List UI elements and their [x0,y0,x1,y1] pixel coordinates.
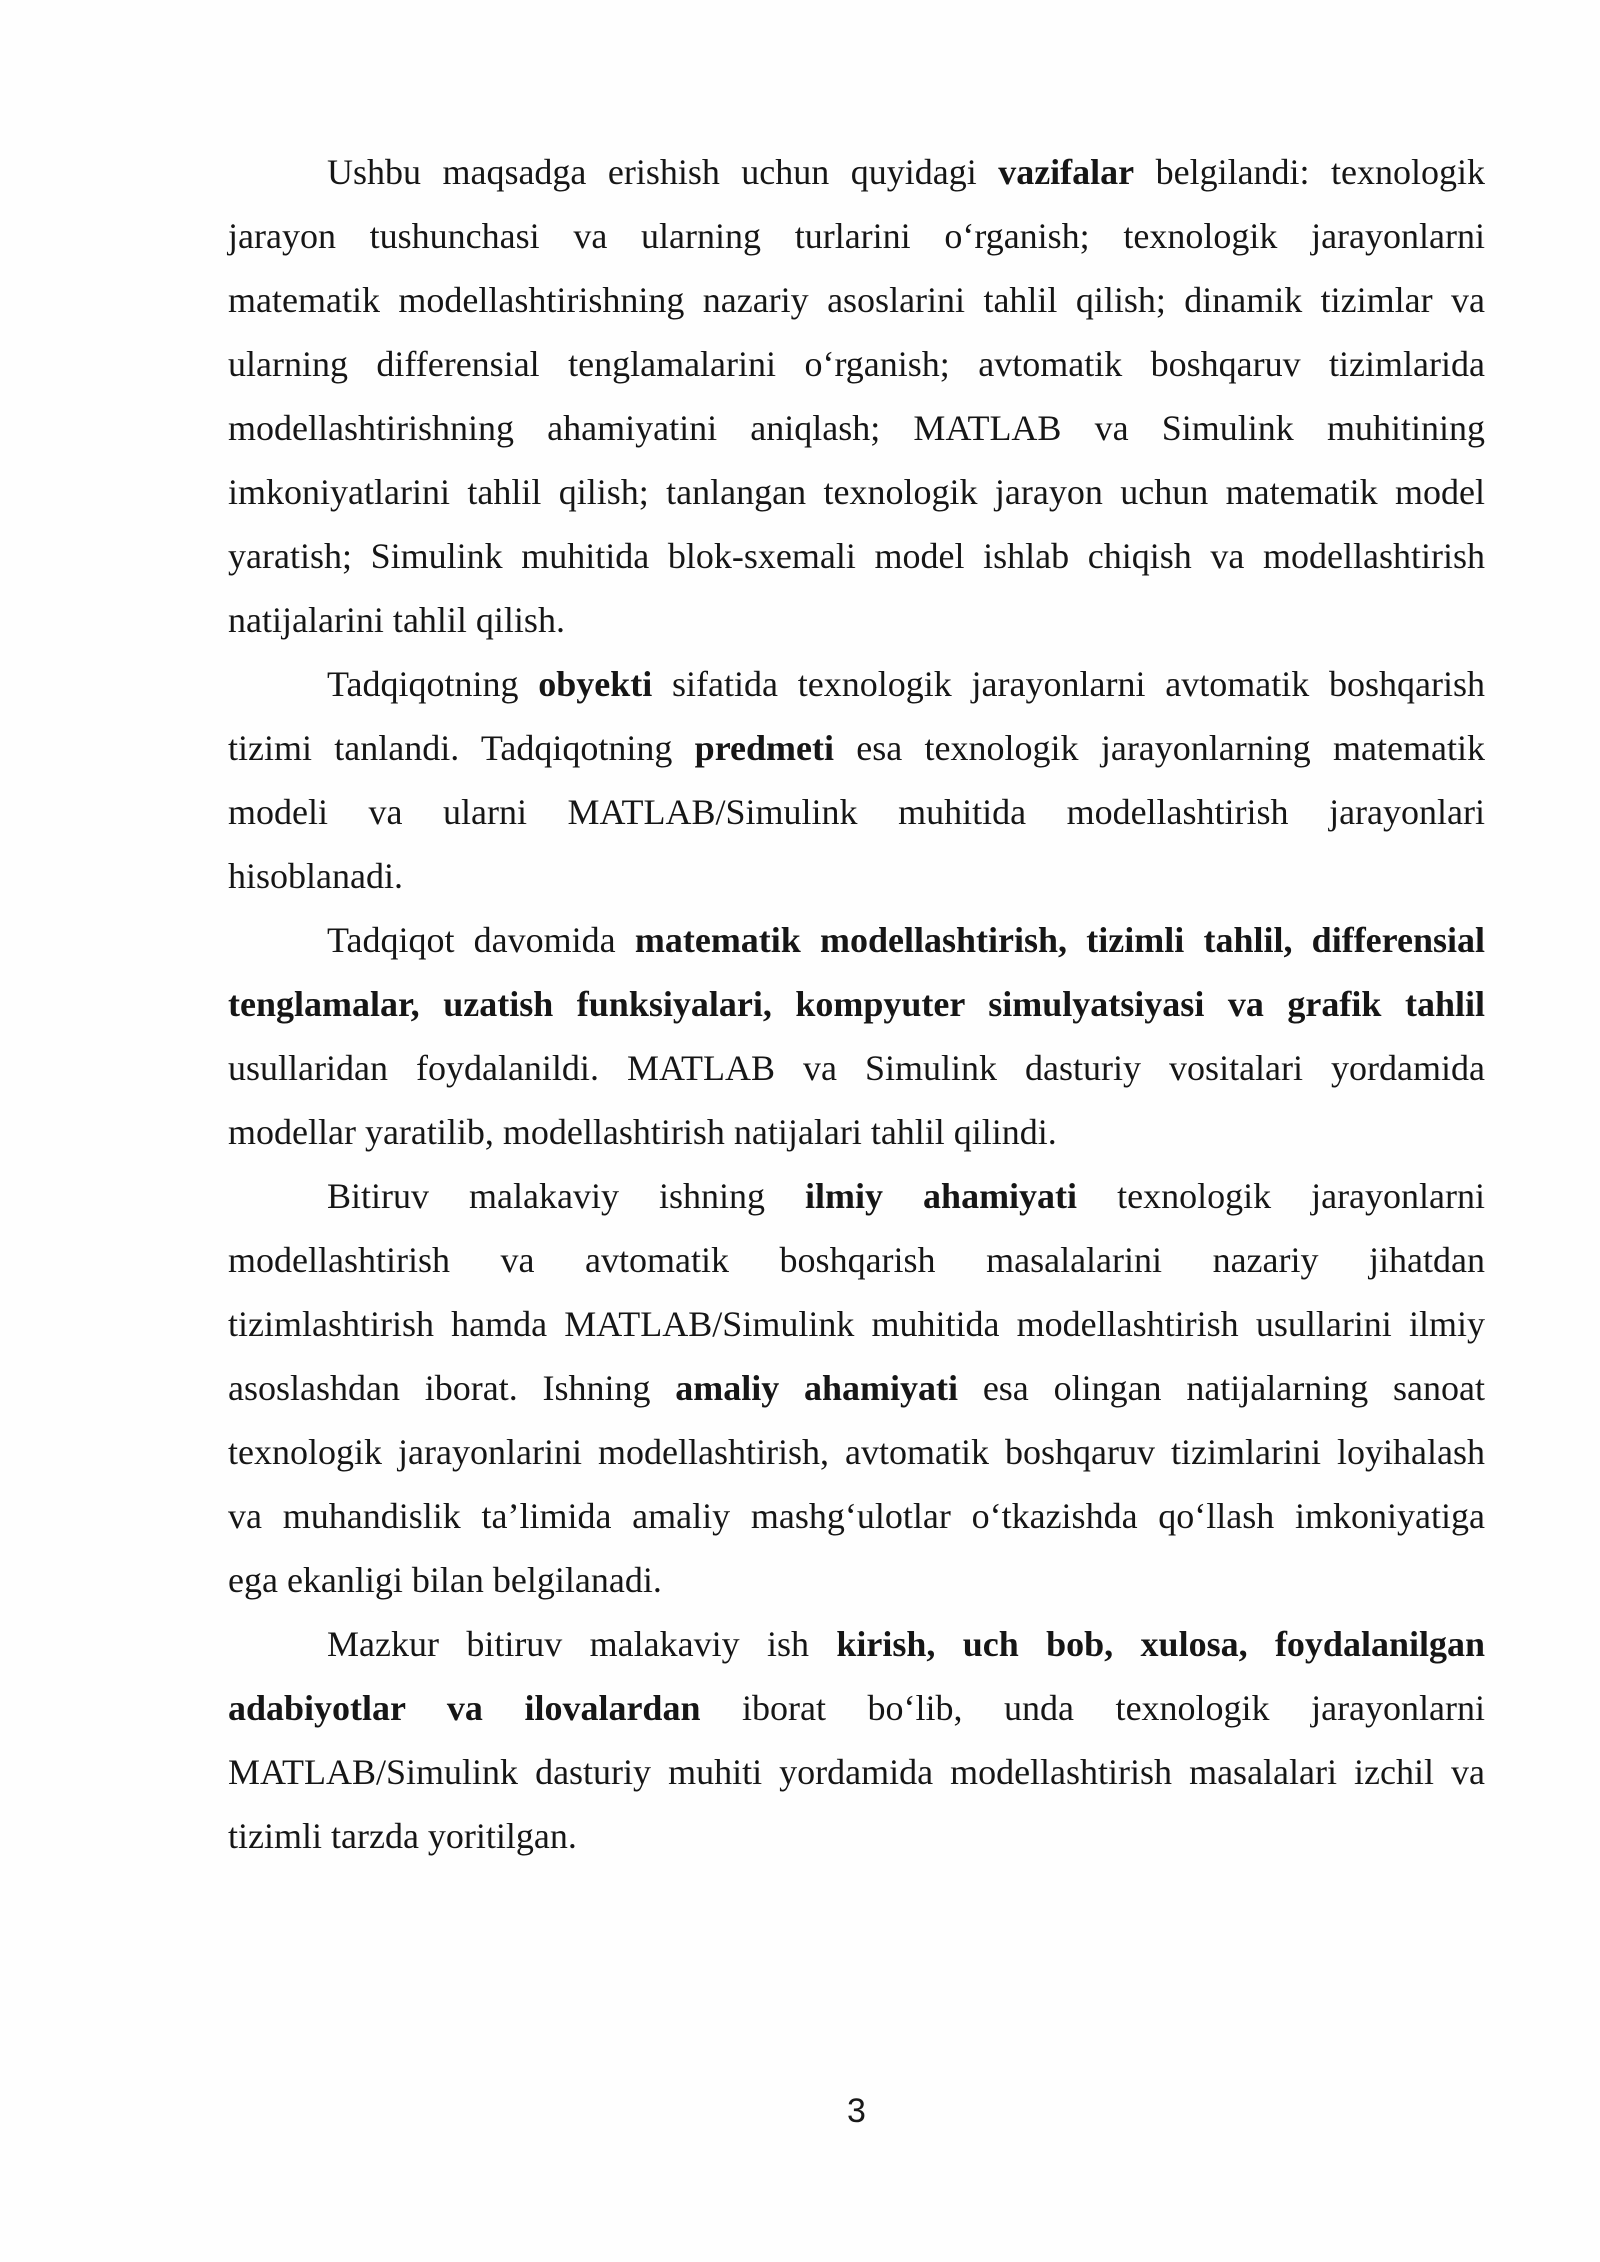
text-line [228,460,1485,524]
text-segment: Tadqiqot davomida [327,920,635,960]
text-segment: ularning differensial tenglamalarini o‘rganish; avtomatik boshqaruv tizimlarida [228,344,1485,384]
text-line [228,652,1485,716]
text-line [228,332,1485,396]
text-line [228,1804,1485,1868]
text-line [228,588,1485,652]
paragraph [228,140,1485,652]
text-segment: iborat bo‘lib, unda texnologik jarayonlarni [700,1688,1486,1728]
text-line [228,396,1485,460]
text-segment: esa olingan natijalarning sanoat [958,1368,1485,1408]
text-segment: esa texnologik jarayonlarning matematik [833,728,1485,768]
document-body [228,140,1485,1868]
page-number: 3 [847,2092,866,2130]
text-segment: Bitiruv malakaviy ishning [327,1176,806,1216]
text-line [228,140,1485,204]
text-segment-bold: kirish, uch bob, xulosa, foydalanilgan [836,1624,1485,1664]
text-segment: natijalarini tahlil qilish. [228,600,565,640]
text-line [228,1740,1485,1804]
text-segment: ega ekanligi bilan belgilanadi. [228,1560,662,1600]
text-line [228,1612,1485,1676]
paragraph [228,908,1485,1164]
text-line [228,204,1485,268]
text-segment: va muhandislik ta’limida amaliy mashg‘ulotlar o‘tkazishda qo‘llash imkoniyatiga [228,1496,1485,1536]
text-segment: imkoniyatlarini tahlil qilish; tanlangan texnologik jarayon uchun matematik model [228,472,1485,512]
text-segment: usullaridan foydalanildi. MATLAB va Simulink dasturiy vositalari yordamida [228,1048,1485,1088]
text-line [228,1420,1485,1484]
text-segment: modellashtirish va avtomatik boshqarish masalalarini nazariy jihatdan [228,1240,1485,1280]
text-line [228,1484,1485,1548]
text-segment: MATLAB/Simulink dasturiy muhiti yordamida modellashtirish masalalari izchil va [228,1752,1485,1792]
text-segment: Tadqiqotning [327,664,539,704]
text-line [228,1356,1485,1420]
text-segment: texnologik jarayonlarni [1077,1176,1486,1216]
text-line [228,524,1485,588]
text-line [228,268,1485,332]
text-segment: tizimli tarzda yoritilgan. [228,1816,577,1856]
paragraph [228,1612,1485,1868]
text-segment: hisoblanadi. [228,856,403,896]
text-segment-bold: adabiyotlar va ilovalardan [228,1688,701,1728]
paragraph [228,652,1485,908]
text-segment: matematik modellashtirishning nazariy asoslarini tahlil qilish; dinamik tizimlar va [228,280,1485,320]
text-line [228,1100,1485,1164]
text-segment-bold: ilmiy ahamiyati [805,1176,1078,1216]
text-line [228,1164,1485,1228]
text-line [228,844,1485,908]
text-segment: modeli va ularni MATLAB/Simulink muhitida modellashtirish jarayonlari [228,792,1485,832]
text-segment: modellar yaratilib, modellashtirish natijalari tahlil qilindi. [228,1112,1057,1152]
text-segment-bold: obyekti [538,664,653,704]
text-segment: modellashtirishning ahamiyatini aniqlash; MATLAB va Simulink muhitining [228,408,1485,448]
text-segment: tizimlashtirish hamda MATLAB/Simulink muhitida modellashtirish usullarini ilmiy [228,1304,1485,1344]
text-segment: belgilandi: texnologik [1134,152,1486,192]
text-segment-bold: amaliy ahamiyati [675,1368,959,1408]
paragraph [228,1164,1485,1612]
text-line [228,1036,1485,1100]
text-segment-bold: matematik modellashtirish, tizimli tahlil, differensial [634,920,1486,960]
text-segment-bold: predmeti [694,728,834,768]
text-line [228,1676,1485,1740]
text-line [228,1292,1485,1356]
text-line [228,908,1485,972]
text-line [228,1548,1485,1612]
text-segment-bold: tenglamalar, uzatish funksiyalari, kompyuter simulyatsiyasi va grafik tahlil [228,984,1485,1024]
text-segment-bold: vazifalar [998,152,1135,192]
text-line [228,716,1485,780]
text-segment: texnologik jarayonlarini modellashtirish, avtomatik boshqaruv tizimlarini loyihalash [228,1432,1485,1472]
text-segment: Ushbu maqsadga erishish uchun quyidagi [327,152,999,192]
text-line [228,972,1485,1036]
text-segment: tizimi tanlandi. Tadqiqotning [228,728,695,768]
text-segment: jarayon tushunchasi va ularning turlarini o‘rganish; texnologik jarayonlarni [228,216,1485,256]
text-segment: yaratish; Simulink muhitida blok-sxemali model ishlab chiqish va modellashtirish [228,536,1485,576]
text-segment: asoslashdan iborat. Ishning [228,1368,676,1408]
text-line [228,1228,1485,1292]
text-segment: sifatida texnologik jarayonlarni avtomatik boshqarish [652,664,1485,704]
text-line [228,780,1485,844]
text-segment: Mazkur bitiruv malakaviy ish [327,1624,837,1664]
